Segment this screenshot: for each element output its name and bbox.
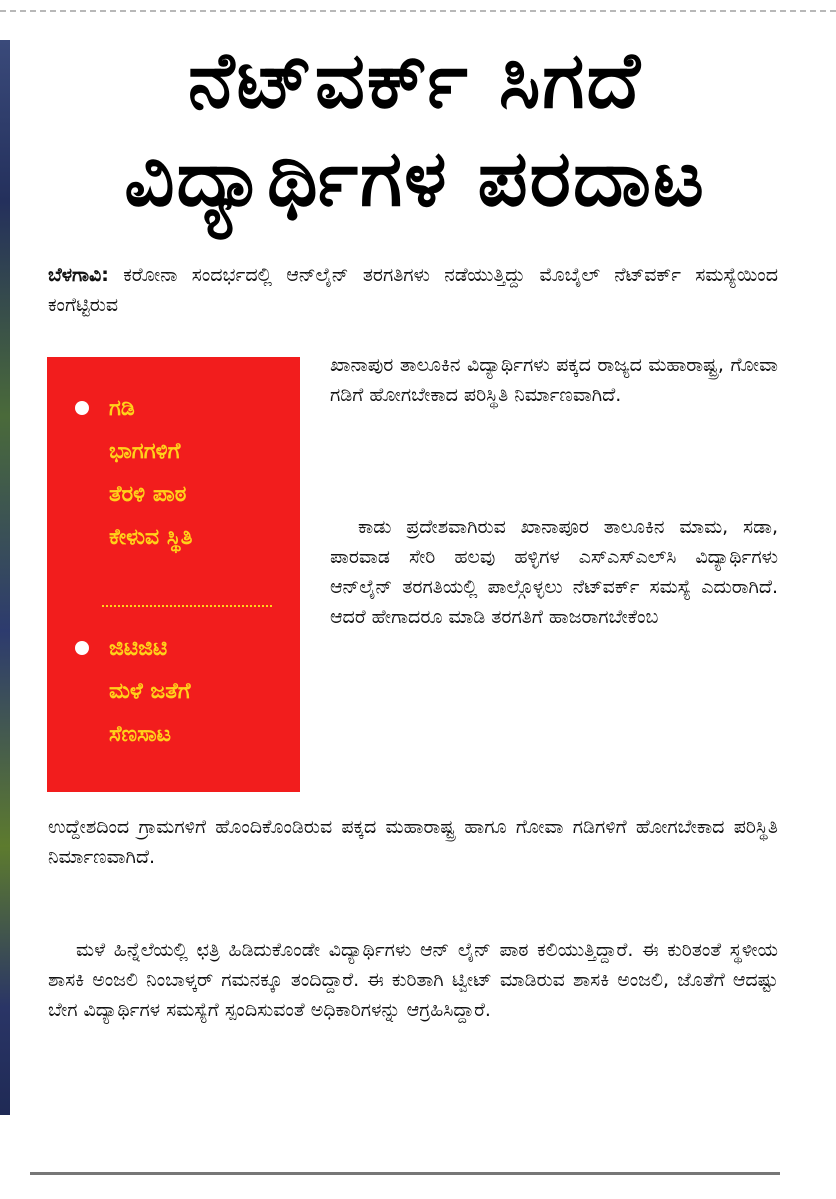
highlight-2-line: ಸೆಣಸಾಟ <box>109 722 171 747</box>
highlight-1-line: ಕೇಳುವ ಸ್ಥಿತಿ <box>109 525 193 550</box>
article-paragraph-3: ಉದ್ದೇಶದಿಂದ ಗ್ರಾಮಗಳಿಗೆ ಹೊಂದಿಕೊಂಡಿರುವ ಪಕ್ಕದ ಮಹಾರಾಷ್ಟ್ರ ಹಾಗೂ ಗೋವಾ ಗಡಿಗಳಿಗೆ ಹೋಗಬೇಕಾದ ಪರಿಸ್ಥಿತಿ ನಿರ್ಮಾಣವಾಗಿದೆ. <box>48 816 778 868</box>
bullet-dot-1 <box>75 401 89 415</box>
highlight-1-line: ಗಡಿ <box>109 396 135 421</box>
bullet-dot-2 <box>75 641 89 655</box>
highlight-2-line: ಮಳೆ ಜತೆಗೆ <box>109 679 191 704</box>
intro-text: ಕರೋನಾ ಸಂದರ್ಭದಲ್ಲಿ ಆನ್‌ಲೈನ್ ತರಗತಿಗಳು ನಡೆಯುತ್ತಿದ್ದು ಮೊಬೈಲ್ ನೆಟ್‌ವರ್ಕ್ ಸಮಸ್ಯೆಯಿಂದ ಕಂಗೆಟ್ಟಿರುವ <box>48 264 778 316</box>
article-paragraph-1: ಖಾನಾಪುರ ತಾಲೂಕಿನ ವಿದ್ಯಾರ್ಥಿಗಳು ಪಕ್ಕದ ರಾಜ್ಯದ ಮಹಾರಾಷ್ಟ್ರ, ಗೋವಾ ಗಡಿಗೆ ಹೋಗಬೇಕಾದ ಪರಿಸ್ಥಿತಿ ನಿರ್ಮಾಣವಾಗಿದೆ. <box>330 354 778 406</box>
highlight-1 <box>109 387 289 559</box>
highlights-box <box>47 357 300 792</box>
highlight-1-line: ತೆರಳಿ ಪಾಠ <box>109 482 187 507</box>
headline-line-1: ನೆಟ್‌ವರ್ಕ್ ಸಿಗದೆ <box>188 36 642 126</box>
article-paragraph-4: ಮಳೆ ಹಿನ್ನೆಲೆಯಲ್ಲಿ ಛತ್ರಿ ಹಿಡಿದುಕೊಂಡೇ ವಿದ್ಯಾರ್ಥಿಗಳು ಆನ್ ಲೈನ್ ಪಾಠ ಕಲಿಯುತ್ತಿದ್ದಾರೆ. ಈ ಕುರಿತಂತೆ ಸ್ಥಳೀಯ ಶಾಸಕಿ ಅಂಜಲಿ ನಿಂಬಾಳ್ಕರ್ ಗಮನಕ್ಕೂ ತಂದಿದ್ದಾರೆ. ಈ ಕುರಿತಾಗಿ ಟ್ವೀಟ್ ಮಾಡಿರುವ ಶಾಸಕಿ ಅಂಜಲಿ, ಜೊತೆಗೆ ಆದಷ್ಟು ಬೇಗ ವಿದ್ಯಾರ್ಥಿಗಳ ಸಮಸ್ಯೆಗೆ ಸ್ಪಂದಿಸುವಂತೆ ಅಧಿಕಾರಿಗಳನ್ನು ಆಗ್ರಹಿಸಿದ್ದಾರೆ. <box>48 939 778 1021</box>
bottom-rule <box>30 1172 780 1175</box>
article-paragraph-2: ಕಾಡು ಪ್ರದೇಶವಾಗಿರುವ ಖಾನಾಪೂರ ತಾಲೂಕಿನ ಮಾಮ, ಸಡಾ, ಪಾರವಾಡ ಸೇರಿ ಹಲವು ಹಳ್ಳಿಗಳ ಎಸ್‌ಎಸ್‌ಎಲ್‌ಸಿ ವಿದ್ಯಾರ್ಥಿಗಳು ಆನ್‌ಲೈನ್ ತರಗತಿಯಲ್ಲಿ ಪಾಲ್ಗೊಳ್ಳಲು ನೆಟ್‌ವರ್ಕ್ ಸಮಸ್ಯೆ ಎದುರಾಗಿದೆ. ಆದರೆ ಹೇಗಾದರೂ ಮಾಡಿ ತರಗತಿಗೆ ಹಾಜರಾಗಬೇಕೆಂಬ <box>330 516 778 628</box>
article-intro <box>48 260 778 320</box>
highlight-2-line: ಜಿಟಿಜಿಟಿ <box>109 636 168 661</box>
highlight-2 <box>109 627 289 756</box>
dateline: ಬೆಳಗಾವಿ: <box>48 264 109 286</box>
headline-line-2: ವಿದ್ಯಾರ್ಥಿಗಳ ಪರದಾಟ <box>124 134 706 224</box>
adjacent-image-edge <box>0 40 10 1115</box>
top-dashed-rule <box>0 10 836 12</box>
highlight-1-line: ಭಾಗಗಳಿಗೆ <box>109 439 181 464</box>
highlights-divider <box>102 605 272 607</box>
